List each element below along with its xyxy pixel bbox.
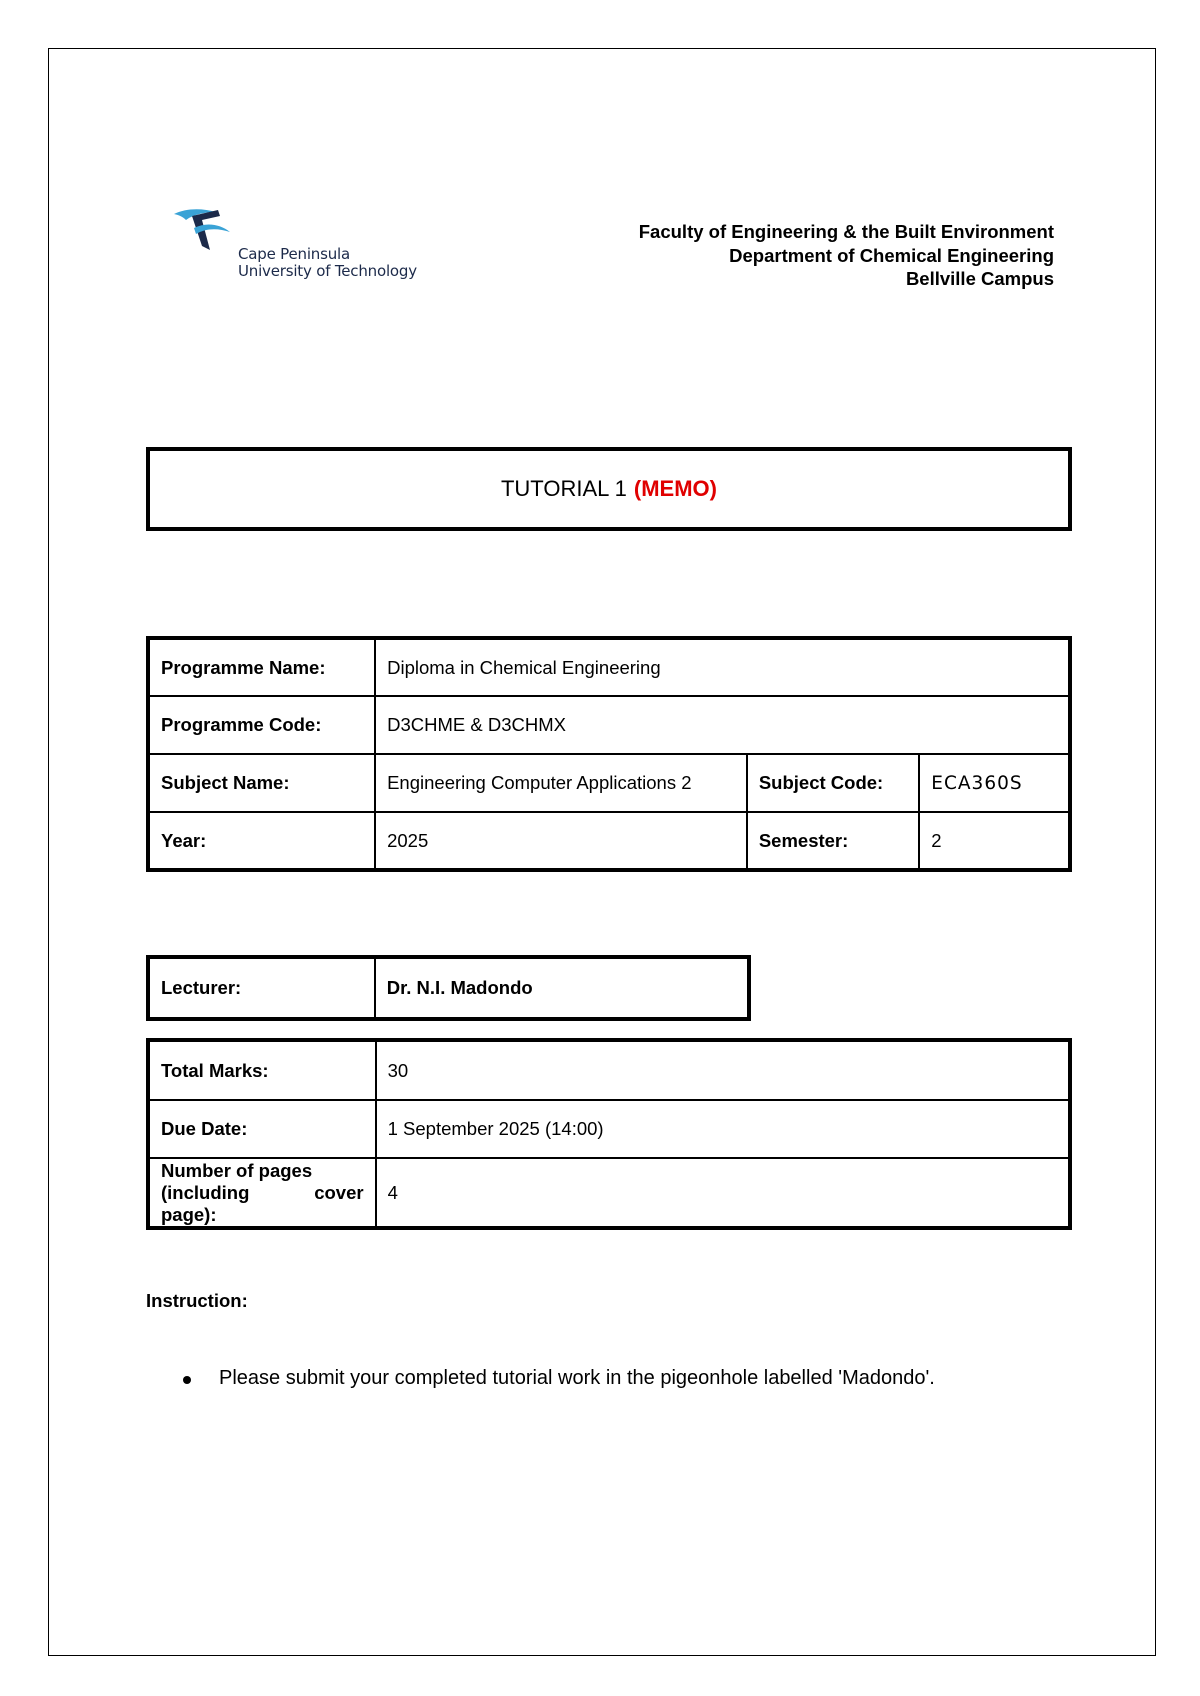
lecturer-value: Dr. N.I. Madondo [375,957,749,1019]
due-date-label: Due Date: [148,1100,376,1158]
pages-label-word-including: (including [161,1181,250,1203]
campus-name: Bellville Campus [905,268,1054,289]
table-row [148,1100,1070,1158]
table-row [148,812,1070,870]
instruction-title: Instruction: [146,1290,248,1311]
logo-line-2: University of Technology [238,262,417,280]
total-marks-label: Total Marks: [148,1040,376,1100]
semester-label: Semester: [747,812,919,870]
title-box [146,447,1072,531]
bullet-icon [183,1376,191,1384]
institution-header [639,220,1054,291]
tutorial-title: TUTORIAL 1 [500,476,627,501]
semester-value: 2 [919,812,1070,870]
table-row [148,696,1070,754]
table-row [148,1158,1070,1228]
instruction-list [183,1367,935,1390]
logo-line-1: Cape Peninsula [238,245,350,263]
lecturer-table [146,955,751,1021]
pages-label-word-cover: cover [314,1181,364,1203]
programme-code-label: Programme Code: [148,696,375,754]
list-item [183,1367,935,1390]
total-marks-value: 30 [376,1040,1070,1100]
pages-label-line-3: page): [161,1203,217,1225]
table-row [148,638,1070,696]
table-row [148,754,1070,812]
faculty-name: Faculty of Engineering & the Built Environment [638,221,1054,242]
subject-name-value: Engineering Computer Applications 2 [375,754,747,812]
due-date-value: 1 September 2025 (14:00) [376,1100,1070,1158]
table-row [148,1040,1070,1100]
pages-value: 4 [376,1158,1070,1228]
year-label: Year: [148,812,375,870]
table-row [148,957,749,1019]
memo-label: (MEMO) [633,476,717,501]
programme-name-value: Diploma in Chemical Engineering [375,638,1070,696]
pages-label [148,1158,376,1228]
subject-code-label: Subject Code: [747,754,919,812]
cput-emblem-icon [172,206,242,266]
pages-label-line-1: Number of pages [161,1159,313,1181]
university-logo [172,206,432,286]
instruction-text: Please submit your completed tutorial work in the pigeonhole labelled 'Madondo'. [219,1367,935,1389]
pages-label-line-2 [161,1182,364,1204]
year-value: 2025 [375,812,747,870]
programme-name-label: Programme Name: [148,638,375,696]
subject-code-value: ECA360S [919,754,1070,812]
subject-name-label: Subject Name: [148,754,375,812]
marks-table [146,1038,1072,1230]
programme-code-value: D3CHME & D3CHMX [375,696,1070,754]
lecturer-label: Lecturer: [148,957,375,1019]
department-name: Department of Chemical Engineering [729,244,1054,266]
programme-table [146,636,1072,872]
